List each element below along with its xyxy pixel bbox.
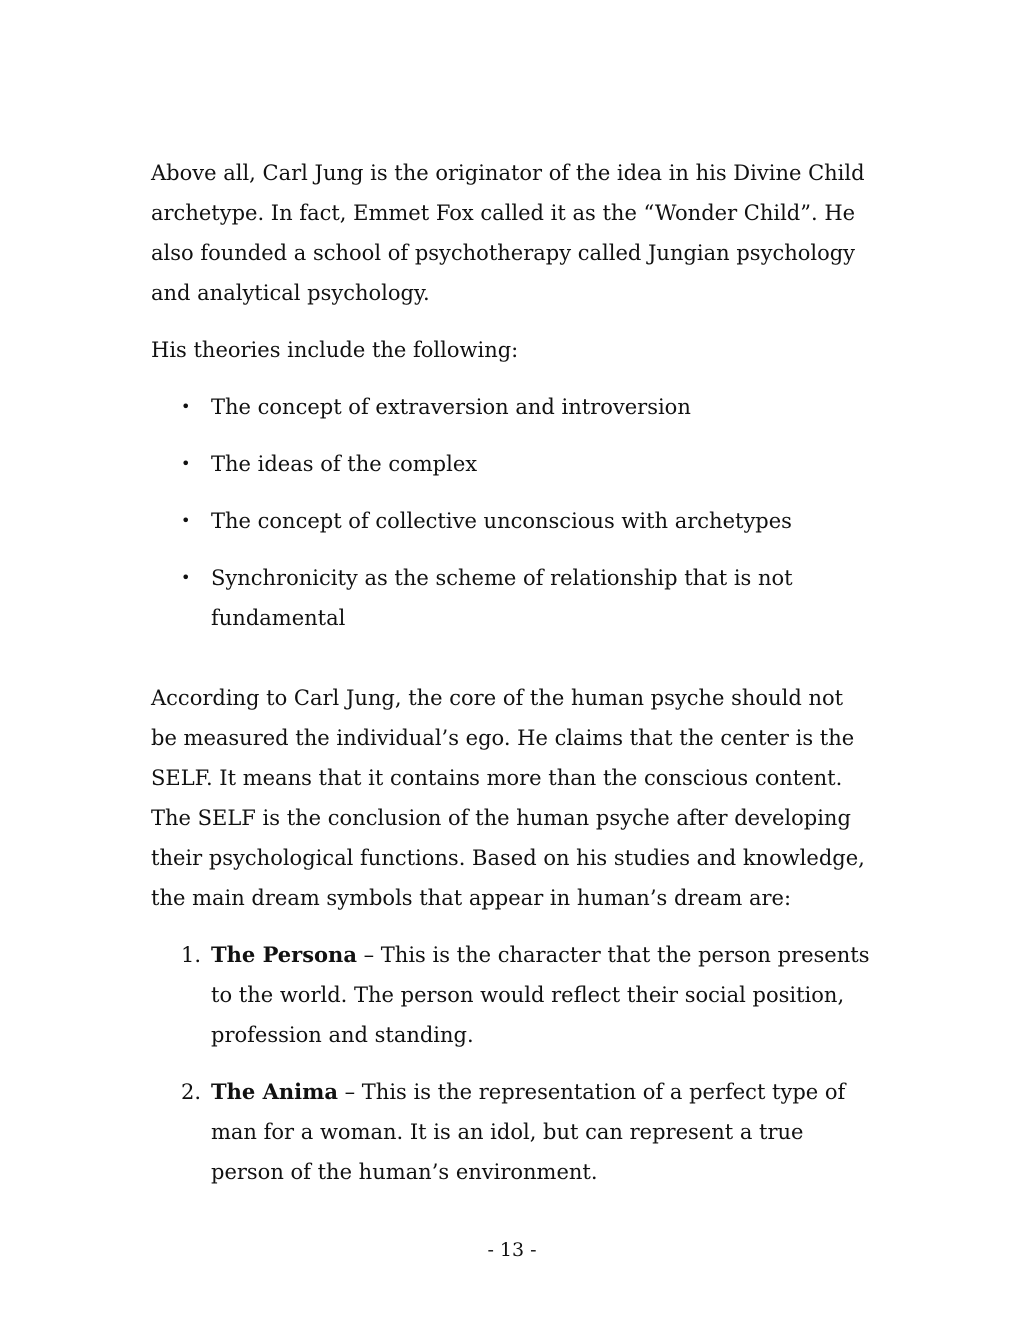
list-number: 1. [181,943,202,967]
theories-lead-paragraph: His theories include the following: [151,338,519,362]
bullet-icon: • [181,568,191,587]
list-item [151,501,871,541]
list-item-text: The ideas of the complex [211,452,478,476]
theories-list [151,387,871,638]
symbol-description: – This is the character that the person presents to the world. The person would reflect their social position, profession and standing. [211,943,870,1047]
list-item [151,1072,871,1192]
list-item-text: Synchronicity as the scheme of relationship that is not fundamental [211,566,793,630]
list-item [151,444,871,484]
symbol-term: The Anima [211,1079,338,1104]
list-item-text: The concept of extraversion and introversion [211,395,691,419]
page-body [151,153,871,1209]
list-item [151,387,871,427]
bullet-icon: • [181,511,191,530]
symbol-description: – This is the representation of a perfect type of man for a woman. It is an idol, but can represent a true person of the human’s environment. [211,1080,846,1184]
list-number: 2. [181,1080,202,1104]
dream-symbols-list [151,935,871,1192]
bullet-icon: • [181,454,191,473]
self-paragraph: According to Carl Jung, the core of the human psyche should not be measured the individual’s ego. He claims that the center is the SELF. It means that it contains more than the conscious content. The SELF is the conclusion of the human psyche after developing their psychological functions. Based on his studies and knowledge, the main dream symbols that appear in human’s dream are: [151,686,865,910]
bullet-icon: • [181,397,191,416]
list-item [151,935,871,1055]
list-item [151,558,871,638]
intro-paragraph: Above all, Carl Jung is the originator of the idea in his Divine Child archetype. In fact, Emmet Fox called it as the “Wonder Child”. He also founded a school of psychotherapy called Jungian psychology and analytical psychology. [151,161,865,305]
page-number: - 13 - [487,1239,537,1261]
list-item-text: The concept of collective unconscious with archetypes [211,509,792,533]
symbol-term: The Persona [211,942,357,967]
